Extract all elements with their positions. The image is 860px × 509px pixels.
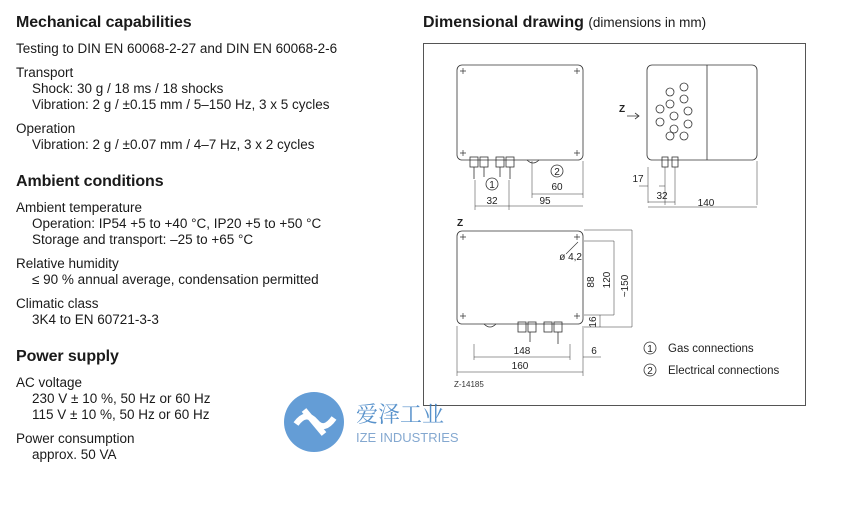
dim-88: 88 [586, 276, 597, 288]
dim-160: 160 [511, 361, 529, 372]
dim-60: 60 [551, 182, 563, 193]
watermark-en: IZE INDUSTRIES [356, 430, 459, 445]
operation-label: Operation [16, 121, 76, 136]
mechanical-testing: Testing to DIN EN 60068-2-27 and DIN EN 60068-2-6 [16, 41, 338, 56]
dim-95: 95 [539, 196, 551, 207]
legend-2-num: 2 [647, 366, 653, 377]
z-label-side: Z [619, 104, 626, 115]
dim-32b: 32 [656, 191, 668, 202]
temp-label: Ambient temperature [16, 200, 143, 215]
humidity-value: ≤ 90 % annual average, condensation permitted [32, 272, 319, 287]
temp-operation: Operation: IP54 +5 to +40 °C, IP20 +5 to +50 °C [32, 216, 322, 231]
drawing-heading [423, 14, 706, 32]
watermark-logo [282, 388, 482, 458]
drawing-ref: Z-14185 [454, 380, 484, 389]
legend-2-label: Electrical connections [668, 365, 780, 377]
callout-1-top-text: 1 [489, 180, 495, 191]
watermark-cn: 爱泽工业 [356, 402, 445, 427]
temp-storage: Storage and transport: –25 to +65 °C [32, 232, 254, 247]
dim-32a: 32 [486, 196, 498, 207]
dim-140: 140 [697, 198, 715, 209]
screw-marks [460, 68, 580, 156]
drawing-title: Dimensional drawing [423, 14, 584, 31]
side-view [647, 65, 757, 160]
mechanical-title: Mechanical capabilities [16, 14, 192, 31]
power-title: Power supply [16, 348, 119, 365]
z-arrow [627, 113, 639, 119]
climatic-value: 3K4 to EN 60721-3-3 [32, 312, 159, 327]
side-conn-b [672, 157, 678, 167]
ac-label: AC voltage [16, 375, 83, 390]
climatic-label: Climatic class [16, 296, 99, 311]
transport-shock: Shock: 30 g / 18 ms / 18 shocks [32, 81, 224, 96]
ac-230: 230 V ± 10 %, 50 Hz or 60 Hz [32, 391, 211, 406]
transport-vibration: Vibration: 2 g / ±0.15 mm / 5–150 Hz, 3 x 5 cycles [32, 97, 330, 112]
z-label-bottom: Z [457, 218, 464, 229]
dimensional-drawing [424, 44, 807, 407]
ambient-title: Ambient conditions [16, 173, 164, 190]
dim-150: ~150 [620, 274, 631, 298]
consumption-label: Power consumption [16, 431, 135, 446]
dim-148: 148 [513, 346, 531, 357]
dim-16: 16 [588, 316, 599, 328]
legend-1-num: 1 [647, 344, 653, 355]
dim-6: 6 [591, 346, 597, 357]
hole-dim: ø 4,2 [559, 252, 582, 263]
operation-vibration: Vibration: 2 g / ±0.07 mm / 4–7 Hz, 3 x 2 cycles [32, 137, 315, 152]
legend-1-label: Gas connections [668, 343, 754, 355]
drawing-frame [423, 43, 806, 406]
side-conn-a [662, 157, 668, 167]
front-view-top [457, 65, 583, 160]
ac-115: 115 V ± 10 %, 50 Hz or 60 Hz [32, 407, 210, 422]
callout-2-top-text: 2 [554, 167, 560, 178]
front-view-bottom [457, 231, 583, 324]
transport-label: Transport [16, 65, 74, 80]
watermark [282, 388, 482, 458]
dim-17: 17 [632, 174, 644, 185]
humidity-label: Relative humidity [16, 256, 119, 271]
bottom-elec-port [484, 324, 496, 327]
drawing-subtitle: (dimensions in mm) [588, 15, 707, 30]
dim-120: 120 [602, 271, 613, 289]
screw-marks-bottom [460, 234, 580, 319]
vent-holes [656, 83, 692, 140]
consumption-value: approx. 50 VA [32, 447, 117, 462]
